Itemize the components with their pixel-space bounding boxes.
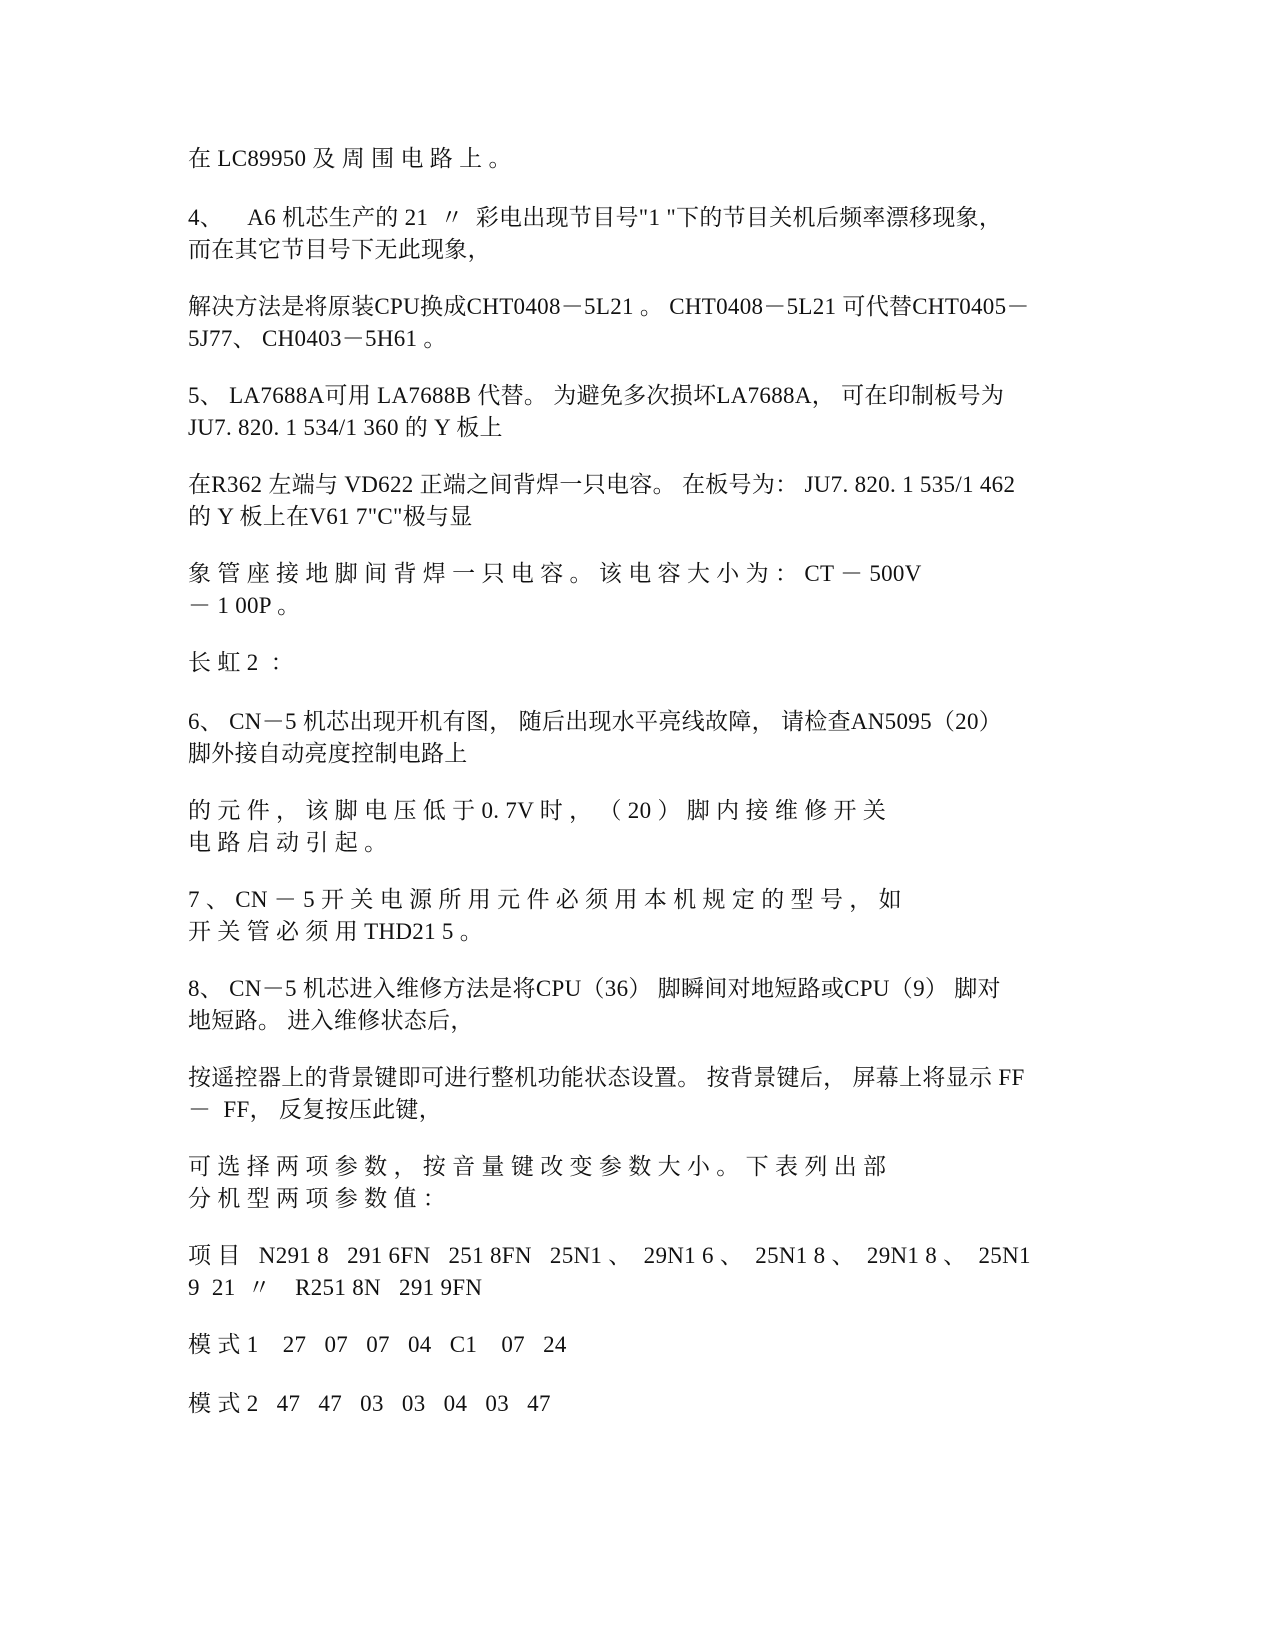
paragraph-item-5 [188, 380, 1148, 444]
text-line: 分 机 型 两 项 参 数 值 ： [188, 1186, 447, 1211]
table-row-mode-1 [188, 1329, 1148, 1361]
text-line: 地短路。 进入维修状态后， [188, 1008, 474, 1033]
text-line: 在 LC89950 及 周 围 电 路 上 。 [188, 146, 512, 171]
text-line: 6、 CN－5 机芯出现开机有图， 随后出现水平亮线故障， 请检查AN5095（20） [188, 709, 1003, 734]
table-row-mode-2 [188, 1388, 1148, 1420]
paragraph-parameter-intro [188, 1151, 1148, 1215]
text-line: 脚外接自动亮度控制电路上 [188, 741, 468, 766]
text-line: 7 、 CN － 5 开 关 电 源 所 用 元 件 必 须 用 本 机 规 定 的 型 号 ， 如 [188, 887, 902, 912]
paragraph-item-7 [188, 884, 1148, 948]
text-line: － FF， 反复按压此键， [188, 1097, 443, 1122]
text-line: 5、 LA7688A可用 LA7688B 代替。 为避免多次损坏LA7688A， 可在印制板号为 [188, 383, 1005, 408]
text-line: JU7. 820. 1 534/1 360 的 Y 板上 [188, 415, 503, 440]
paragraph-item-8 [188, 973, 1148, 1037]
text-line: 而在其它节目号下无此现象， [188, 237, 491, 262]
table-header-row [188, 1240, 1148, 1304]
paragraph-capacitor-value [188, 558, 1148, 622]
text-line: 的 元 件 ， 该 脚 电 压 低 于 0. 7V 时 ， （ 20 ） 脚 内 接 维 修 开 关 [188, 798, 887, 823]
text-line: 长 虹 2 ： [188, 650, 294, 675]
paragraph-remote-setup [188, 1062, 1148, 1126]
text-line: 8、 CN－5 机芯进入维修方法是将CPU（36） 脚瞬间对地短路或CPU（9） 脚对 [188, 976, 1001, 1001]
paragraph-pin-voltage [188, 795, 1148, 859]
text-line: 模 式 2 47 47 03 03 04 03 47 [188, 1391, 551, 1416]
text-line: 象 管 座 接 地 脚 间 背 焊 一 只 电 容 。 该 电 容 大 小 为 ： CT － 500V [188, 561, 922, 586]
text-line: 9 21 〃 R251 8N 291 9FN [188, 1275, 483, 1300]
paragraph-lc89950-note [188, 143, 1148, 175]
text-line: 解决方法是将原装CPU换成CHT0408－5L21 。 CHT0408－5L21 可代替CHT0405－ [188, 294, 1030, 319]
paragraph-r362-capacitor [188, 469, 1148, 533]
text-line: 5J77、 CH0403－5H61 。 [188, 326, 447, 351]
section-heading-changhong-2 [188, 647, 1148, 679]
text-line: 的 Y 板上在V61 7"C"极与显 [188, 504, 473, 529]
text-line: 在R362 左端与 VD622 正端之间背焊一只电容。 在板号为： JU7. 820. 1 535/1 462 [188, 472, 1016, 497]
paragraph-item-6 [188, 706, 1148, 770]
text-line: 4、 A6 机芯生产的 21 〃 彩电出现节目号"1 "下的节目关机后频率漂移现象， [188, 205, 1003, 230]
text-line: 可 选 择 两 项 参 数 ， 按 音 量 键 改 变 参 数 大 小 。 下 表 列 出 部 [188, 1154, 887, 1179]
text-line: 按遥控器上的背景键即可进行整机功能状态设置。 按背景键后， 屏幕上将显示 FF [188, 1065, 1025, 1090]
paragraph-cpu-solution [188, 291, 1148, 355]
text-line: 项 目 N291 8 291 6FN 251 8FN 25N1 、 29N1 6 、 25N1 8 、 29N1 8 、 25N1 [188, 1243, 1031, 1268]
text-line: 电 路 启 动 引 起 。 [188, 830, 388, 855]
paragraph-item-4 [188, 202, 1148, 266]
text-line: 模 式 1 27 07 07 04 C1 07 24 [188, 1332, 567, 1357]
text-line: 开 关 管 必 须 用 THD21 5 。 [188, 919, 484, 944]
text-line: － 1 00P 。 [188, 593, 301, 618]
